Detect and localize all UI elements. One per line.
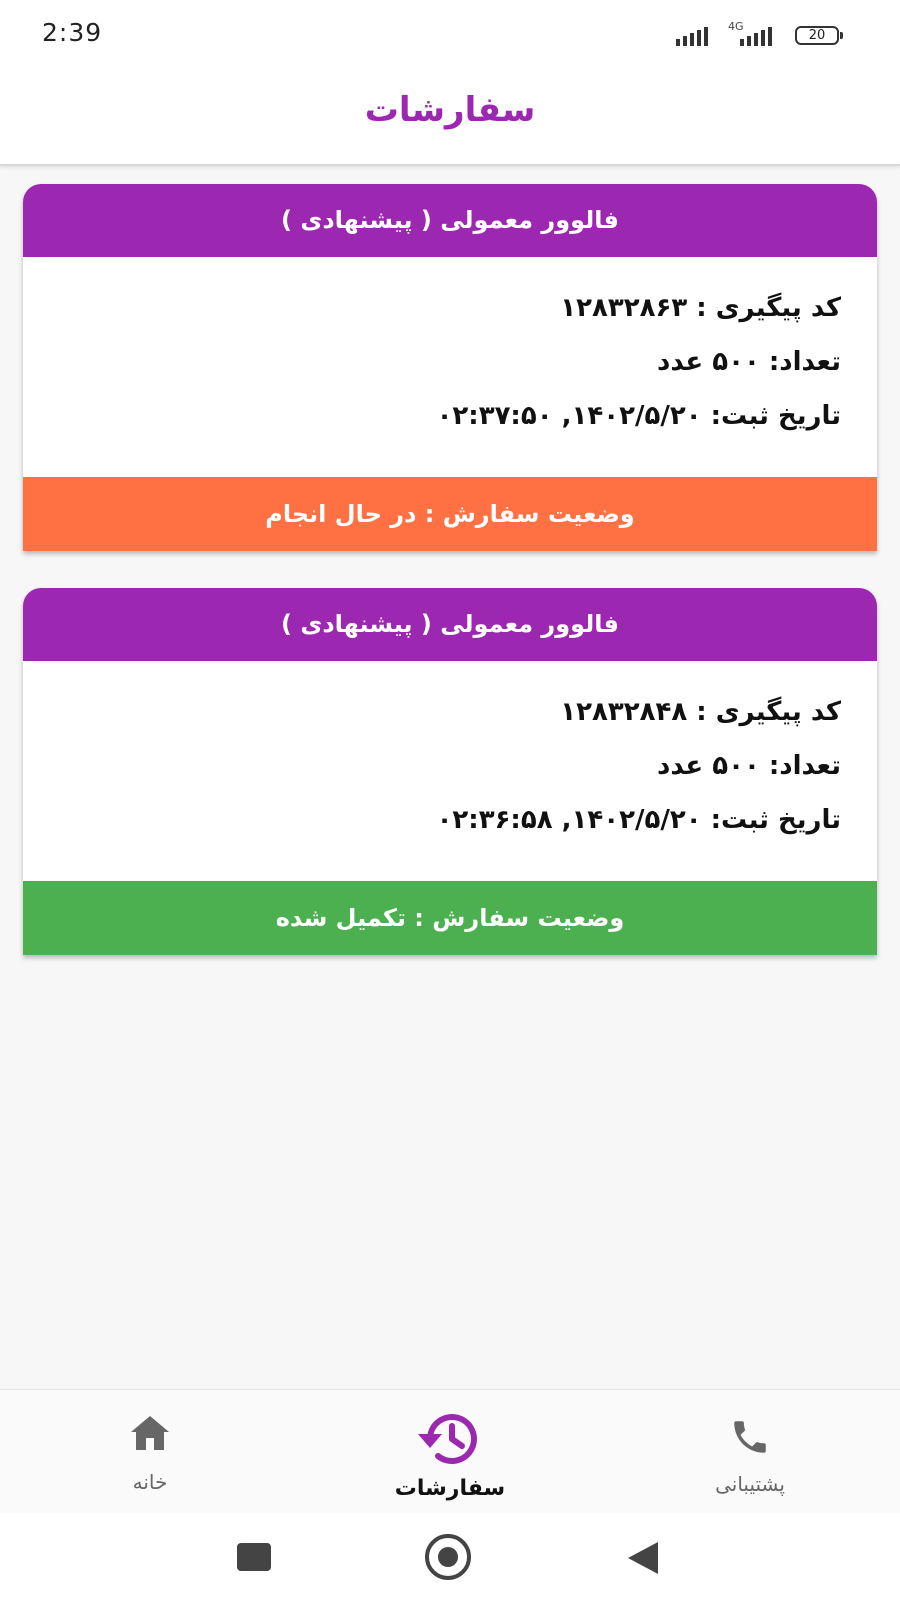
- order-quantity: تعداد: ۵۰۰ عدد: [657, 347, 841, 377]
- nav-item-orders[interactable]: [350, 1390, 550, 1514]
- recent-apps-icon[interactable]: [237, 1543, 271, 1571]
- order-date: تاریخ ثبت: ۱۴۰۲/۵/۲۰, ۰۲:۳۷:۵۰: [436, 401, 841, 431]
- order-status-bar: وضعیت سفارش : در حال انجام: [23, 477, 877, 551]
- order-service-title: فالوور معمولی ( پیشنهادی ): [23, 588, 877, 661]
- order-tracking-code: کد پیگیری : ۱۲۸۳۲۸۶۳: [560, 293, 841, 323]
- page-title: سفارشات: [364, 90, 536, 130]
- history-icon: [414, 1408, 486, 1472]
- phone-icon: [728, 1416, 772, 1462]
- system-home-icon[interactable]: [425, 1534, 471, 1580]
- status-time: 2:39: [42, 18, 103, 47]
- nav-label-orders: سفارشات: [394, 1476, 506, 1501]
- order-date: تاریخ ثبت: ۱۴۰۲/۵/۲۰, ۰۲:۳۶:۵۸: [436, 805, 841, 835]
- nav-label-support: پشتیبانی: [715, 1472, 785, 1496]
- order-card[interactable]: [23, 588, 877, 955]
- order-details: [23, 661, 877, 881]
- signal-icon: [676, 24, 708, 46]
- mobile-signal-icon: [740, 24, 772, 46]
- nav-label-home: خانه: [132, 1470, 168, 1494]
- nav-item-home[interactable]: [50, 1390, 250, 1514]
- app-header: [0, 70, 900, 166]
- order-service-title: فالوور معمولی ( پیشنهادی ): [23, 184, 877, 257]
- back-icon[interactable]: [628, 1542, 658, 1574]
- home-icon: [129, 1414, 171, 1456]
- order-details: [23, 257, 877, 477]
- order-card[interactable]: [23, 184, 877, 551]
- network-type-label: 4G: [728, 20, 744, 33]
- order-tracking-code: کد پیگیری : ۱۲۸۳۲۸۴۸: [560, 697, 841, 727]
- battery-icon: 20: [795, 26, 839, 45]
- bottom-navigation: [0, 1389, 900, 1514]
- nav-item-support[interactable]: [650, 1390, 850, 1514]
- order-status-bar: وضعیت سفارش : تکمیل شده: [23, 881, 877, 955]
- status-bar: [0, 0, 900, 70]
- order-quantity: تعداد: ۵۰۰ عدد: [657, 751, 841, 781]
- system-navigation-bar: [0, 1513, 900, 1600]
